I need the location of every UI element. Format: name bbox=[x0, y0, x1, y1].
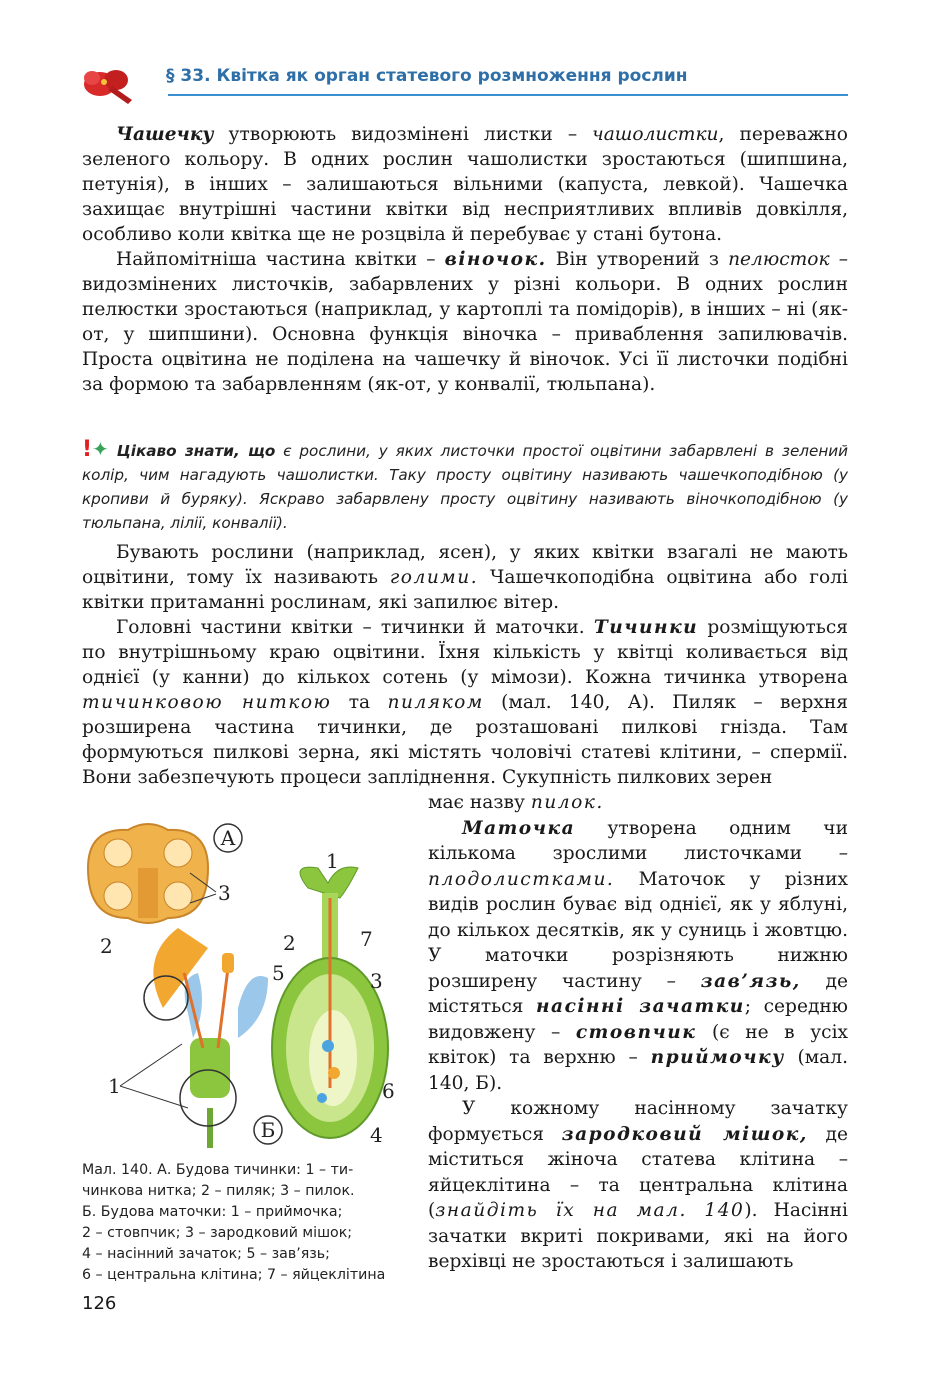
label-b1: 1 bbox=[326, 849, 339, 873]
page-header bbox=[78, 56, 848, 102]
label-a3: 3 bbox=[218, 881, 231, 905]
info-box bbox=[82, 437, 848, 535]
label-b: Б bbox=[260, 1118, 276, 1142]
info-title: Цікаво знати, що bbox=[116, 442, 276, 460]
text: (мал. 140, Б). bbox=[428, 1047, 848, 1094]
text: – видозмінених листочків, забарвлених у різні кольори. В одних рослин пелюстки зростаються (наприклад, у картоплі та помідорів), в інших – ні (як-от, у шипшини). Основна функція віночка – приваблення запилювачів. Проста оцвітина не поділена на чашечку й віночок. Усі її листочки подібні за формою та забарвленням (як-от, у конвалії, тюльпана). bbox=[82, 249, 848, 395]
paragraph-corolla bbox=[82, 247, 848, 397]
term-sepals: чашолистки bbox=[592, 124, 719, 145]
label-a2: 2 bbox=[100, 934, 113, 958]
paragraph-pollen bbox=[428, 790, 848, 816]
term-filament: тичинковою ниткою bbox=[82, 692, 332, 713]
text: (є не в усіх квіток) та верхню – bbox=[428, 1021, 848, 1068]
text: Головні частини квітки – тичинки й маточки. bbox=[116, 617, 594, 638]
label-b7: 7 bbox=[360, 927, 373, 951]
text: та bbox=[331, 692, 388, 713]
term-ovary: зав’язь, bbox=[700, 970, 801, 992]
term-pollen: пилок. bbox=[530, 792, 604, 813]
term-corolla: віночок. bbox=[444, 249, 547, 270]
caption-line: 2 – стовпчик; 3 – зародковий мішок; bbox=[82, 1225, 353, 1241]
term-stamens: Тичинки bbox=[593, 617, 699, 638]
pistil-diagram bbox=[272, 867, 388, 1138]
text: , переважно зеленого кольору. В одних рослин чашолистки зростаються (шипшина, петунія), в інших – залишаються вільними (капуста, левкой). Чашечка захищає внутрішні частини квітки від несприятливих впливів довкілля, особливо коли квітка ще не розцвіла й перебуває у стані бутона. bbox=[82, 124, 848, 245]
term-carpels: плодолистками. bbox=[428, 868, 615, 890]
text: Чашечкоподібна оцвітина або голі квітки притаманні рослинам, які запилює вітер. bbox=[82, 567, 848, 613]
header-underline bbox=[168, 94, 848, 96]
figure-caption bbox=[82, 1160, 407, 1286]
label-b5: 5 bbox=[272, 961, 285, 985]
main-text bbox=[82, 540, 848, 790]
label-b3: 3 bbox=[370, 969, 383, 993]
term-embryo-sac: зародковий мішок, bbox=[561, 1123, 808, 1145]
caption-line: 4 – насінний зачаток; 5 – зав’язь; bbox=[82, 1246, 330, 1262]
text: (мал. 140, А). Пиляк – верхня розширена частина тичинки, де розташовані пилкові гнізда. Там формуються пилкові зерна, які містять чоловічі статеві клітини, – спермії. Вони забезпечують процеси запліднення. Сукупність пилкових зерен bbox=[82, 692, 848, 788]
paragraph-stamens bbox=[82, 615, 848, 790]
page-number: 126 bbox=[82, 1293, 117, 1314]
label-b2: 2 bbox=[283, 931, 296, 955]
text: Маточок у різних видів рослин буває від однієї, як у яблуні, до кількох десятків, як у суниць і жовтцю. У маточки розрізняють нижню розширену частину – bbox=[428, 868, 848, 992]
term-naked: голими. bbox=[389, 567, 479, 588]
paragraph-pistil bbox=[428, 816, 848, 1097]
text: має назву bbox=[428, 792, 531, 813]
text: утворюють видозмінені листки – bbox=[213, 124, 593, 145]
text: Він утворений з bbox=[546, 249, 729, 270]
text: Найпомітніша частина квітки – bbox=[116, 249, 445, 270]
info-text: є рослини, у яких листочки простої оцвітини забарвлені в зелений колір, чим нагадують чашолистки. Таку просту оцвітину називають чашечкоподібною (у кропиви й буряку). Яскраво забарвлену просту оцвітину називають віночкоподібною (у тюльпана, лілії, конвалії). bbox=[82, 442, 849, 532]
text: У кожному насінному зачатку формується bbox=[428, 1098, 848, 1145]
text: де міститься жіноча статева клітина – яйцеклітина – та центральна клітина ( bbox=[428, 1123, 848, 1221]
paragraph-naked-flowers bbox=[82, 540, 848, 615]
caption-line: чинкова нитка; 2 – пиляк; 3 – пилок. bbox=[82, 1183, 355, 1199]
exclamation-icon: ! bbox=[82, 437, 93, 462]
text: ; середню видовжену – bbox=[428, 996, 848, 1043]
term-pistil: Маточка bbox=[462, 817, 576, 839]
text: ). Насінні зачатки вкриті покривами, які на його верхівці не зростаються і залишають bbox=[428, 1200, 848, 1272]
label-b4: 4 bbox=[370, 1123, 383, 1147]
text: розміщуються по внутрішньому краю оцвітини. Їхня кількість у квітці коливається від однієї (у канни) до кількох сотень (у мімози). Кожна тичинка утворена bbox=[82, 617, 848, 688]
term-find-task: знайдіть їх на мал. 140 bbox=[435, 1200, 745, 1221]
stamen-flower-diagram bbox=[144, 928, 268, 1148]
term-calyx: Чашечку bbox=[116, 124, 214, 145]
term-anther: пиляком bbox=[387, 692, 484, 713]
paragraph-calyx bbox=[82, 122, 848, 247]
label-b6: 6 bbox=[382, 1079, 395, 1103]
intro-text bbox=[82, 122, 848, 397]
caption-line: Мал. 140. А. Будова тичинки: 1 – ти- bbox=[82, 1162, 354, 1178]
term-ovules: насінні зачатки bbox=[535, 996, 745, 1017]
section-title: § 33. Квітка як орган статевого розмноження рослин bbox=[166, 66, 688, 86]
star-icon: ✦ bbox=[92, 437, 109, 461]
figure-140 bbox=[78, 808, 418, 1153]
label-a1: 1 bbox=[108, 1074, 121, 1098]
text: де містяться bbox=[428, 970, 848, 1017]
term-stigma: приймочку bbox=[650, 1047, 785, 1068]
label-a: А bbox=[220, 826, 236, 850]
right-column-text bbox=[428, 790, 848, 1275]
caption-line: 6 – центральна клітина; 7 – яйцеклітина bbox=[82, 1267, 386, 1283]
term-petals: пелюсток bbox=[728, 249, 830, 270]
paragraph-embryo-sac bbox=[428, 1096, 848, 1275]
text: Бувають рослини (наприклад, ясен), у яких квітки взагалі не мають оцвітини, тому їх називають bbox=[82, 542, 848, 588]
text: утворена одним чи кількома зрослими листочками – bbox=[428, 817, 848, 864]
caption-line: Б. Будова маточки: 1 – приймочка; bbox=[82, 1204, 343, 1220]
flower-logo-icon bbox=[78, 64, 140, 108]
term-style: стовпчик bbox=[575, 1021, 697, 1043]
